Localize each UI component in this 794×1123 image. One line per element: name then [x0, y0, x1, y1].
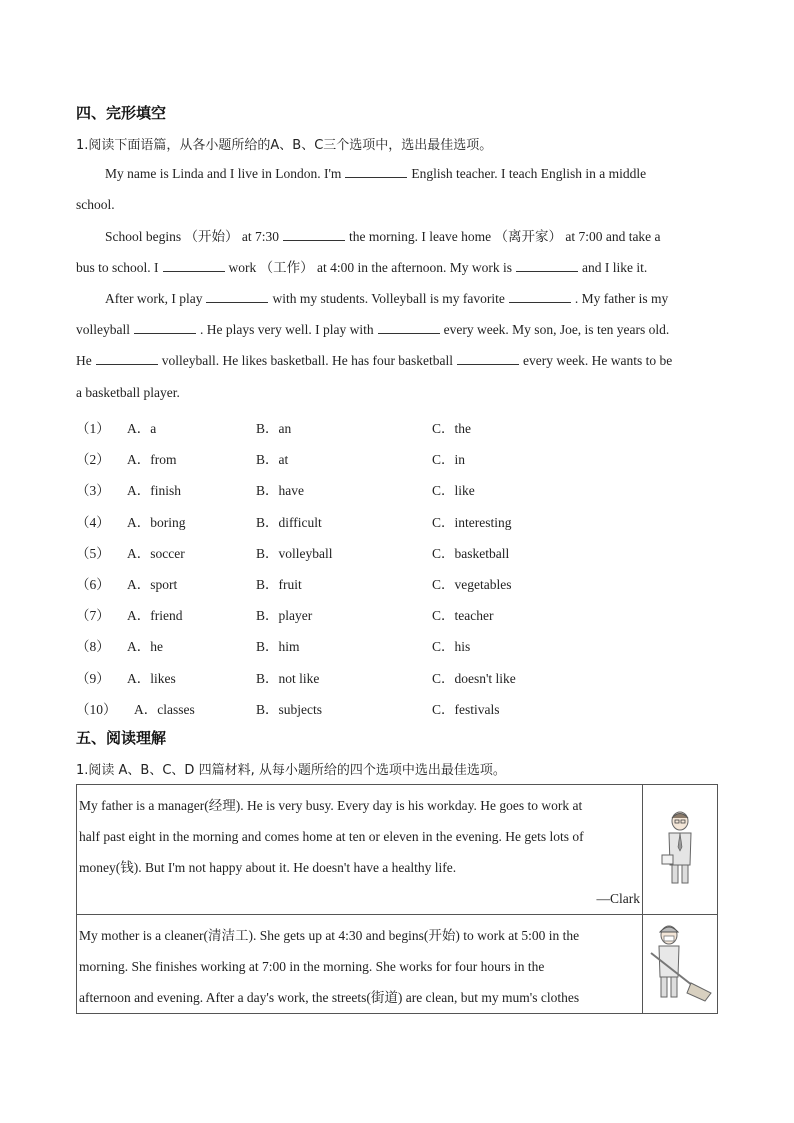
reading-line: half past eight in the morning and comes home at ten or eleven in the evening. He gets lots of: [79, 829, 584, 844]
option-a[interactable]: A．friend: [127, 608, 183, 623]
question-number: （2）: [76, 452, 110, 467]
option-b[interactable]: B．him: [256, 639, 300, 654]
option-c[interactable]: C．teacher: [432, 608, 494, 623]
passage-line: a basketball player.: [76, 385, 180, 400]
reading-line: money(钱). But I'm not happy about it. He doesn't have a healthy life.: [79, 860, 457, 875]
option-a[interactable]: A．sport: [127, 577, 178, 592]
passage-line: After work, I play with my students. Volleyball is my favorite . My father is my: [105, 291, 669, 306]
question-number: （10）: [76, 702, 117, 717]
reading-box-mother: [77, 915, 718, 1014]
reading-text-cell: [77, 785, 643, 915]
reading-box-father: [77, 785, 718, 915]
answer-blank: [457, 352, 519, 365]
option-a[interactable]: A．boring: [127, 515, 186, 530]
passage-line: School begins （开始） at 7:30 the morning. I leave home （离开家） at 7:00 and take a: [105, 229, 661, 244]
option-a[interactable]: A．soccer: [127, 546, 185, 561]
picture-cell: [643, 915, 718, 1014]
answer-blank: [283, 228, 345, 241]
option-row: [76, 511, 716, 533]
reading-instruction: 1.阅读 A、B、C、D 四篇材料, 从每小题所给的四个选项中选出最佳选项。: [76, 763, 506, 778]
option-a[interactable]: A．likes: [127, 671, 176, 686]
option-b[interactable]: B．player: [256, 608, 313, 623]
option-b[interactable]: B．fruit: [256, 577, 302, 592]
answer-blank: [134, 321, 196, 334]
option-b[interactable]: B．not like: [256, 671, 320, 686]
question-number: （3）: [76, 483, 110, 498]
option-c[interactable]: C．festivals: [432, 702, 500, 717]
option-c[interactable]: C．doesn't like: [432, 671, 516, 686]
question-number: （6）: [76, 577, 110, 592]
question-number: （4）: [76, 515, 110, 530]
question-number: （8）: [76, 639, 110, 654]
reading-line: afternoon and evening. After a day's work, the streets(街道) are clean, but my mum's clothes: [79, 990, 580, 1005]
answer-blank: [509, 290, 571, 303]
signature: —Clark: [596, 891, 640, 906]
passage-line: bus to school. I work （工作） at 4:00 in the afternoon. My work is and I like it.: [76, 260, 648, 275]
option-row: [76, 698, 716, 720]
answer-blank: [163, 259, 225, 272]
option-a[interactable]: A．he: [127, 639, 163, 654]
option-c[interactable]: C．vegetables: [432, 577, 512, 592]
option-c[interactable]: C．the: [432, 421, 471, 436]
section-heading-reading: 五、阅读理解: [76, 729, 167, 747]
question-number: （9）: [76, 671, 110, 686]
option-a[interactable]: A．from: [127, 452, 177, 467]
cloze-instruction: 1.阅读下面语篇，从各小题所给的A、B、C三个选项中，选出最佳选项。: [76, 138, 493, 153]
answer-blank: [378, 321, 440, 334]
option-b[interactable]: B．at: [256, 452, 289, 467]
option-c[interactable]: C．like: [432, 483, 475, 498]
option-b[interactable]: B．subjects: [256, 702, 322, 717]
option-a[interactable]: A．classes: [134, 702, 195, 717]
passage-line: He volleyball. He likes basketball. He has four basketball every week. He wants to be: [76, 353, 673, 368]
option-row: [76, 667, 716, 689]
question-number: （7）: [76, 608, 110, 623]
option-b[interactable]: B．an: [256, 421, 292, 436]
passage-line: school.: [76, 197, 115, 212]
option-a[interactable]: A．a: [127, 421, 157, 436]
answer-blank: [206, 290, 268, 303]
option-row: [76, 635, 716, 657]
manager-illustration: [660, 807, 700, 887]
passage-line: volleyball . He plays very well. I play with every week. My son, Joe, is ten years old.: [76, 322, 670, 337]
picture-cell: [643, 785, 718, 915]
option-c[interactable]: C．interesting: [432, 515, 512, 530]
option-c[interactable]: C．in: [432, 452, 466, 467]
passage-line: My name is Linda and I live in London. I'm English teacher. I teach English in a middle: [105, 166, 647, 181]
section-heading-cloze: 四、完形填空: [76, 104, 167, 122]
question-number: （5）: [76, 546, 110, 561]
option-b[interactable]: B．volleyball: [256, 546, 333, 561]
answer-blank: [516, 259, 578, 272]
answer-blank: [96, 352, 158, 365]
answer-blank: [345, 165, 407, 178]
option-b[interactable]: B．difficult: [256, 515, 322, 530]
reading-line: My mother is a cleaner(清洁工). She gets up at 4:30 and begins(开始) to work at 5:00 in the: [79, 928, 580, 943]
cleaner-illustration: [645, 921, 715, 1003]
option-row: [76, 417, 716, 439]
reading-text-cell: [77, 915, 643, 1014]
option-c[interactable]: C．his: [432, 639, 471, 654]
option-row: [76, 542, 716, 564]
option-row: [76, 604, 716, 626]
reading-line: My father is a manager(经理). He is very busy. Every day is his workday. He goes to work at: [79, 798, 583, 813]
reading-line: morning. She finishes working at 7:00 in the morning. She works for four hours in the: [79, 959, 545, 974]
option-b[interactable]: B．have: [256, 483, 304, 498]
option-a[interactable]: A．finish: [127, 483, 181, 498]
question-number: （1）: [76, 421, 110, 436]
option-c[interactable]: C．basketball: [432, 546, 510, 561]
option-row: [76, 573, 716, 595]
option-row: [76, 448, 716, 470]
reading-table: [76, 784, 718, 1014]
option-row: [76, 479, 716, 501]
